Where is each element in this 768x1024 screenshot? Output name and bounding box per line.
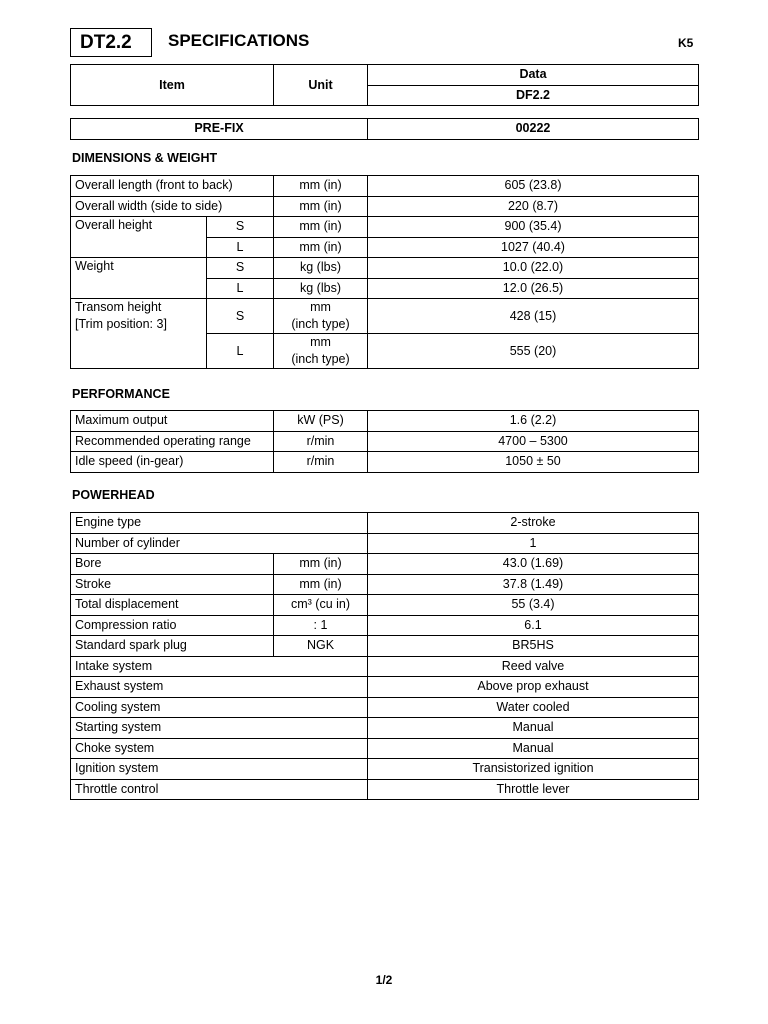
row-variant: S	[207, 217, 274, 238]
table-row	[71, 677, 699, 698]
item-column-header: Item	[71, 65, 274, 106]
row-label: Overall length (front to back)	[71, 176, 274, 197]
column-header-table	[70, 64, 699, 106]
table-row	[71, 258, 699, 279]
row-label: Choke system	[71, 738, 368, 759]
row-label: Recommended operating range	[71, 431, 274, 452]
table-row	[71, 636, 699, 657]
row-value: 1027 (40.4)	[368, 237, 699, 258]
prefix-label: PRE-FIX	[71, 119, 368, 140]
page-number: 1/2	[375, 973, 393, 987]
row-label: Intake system	[71, 656, 368, 677]
section-title-powerhead: POWERHEAD	[72, 488, 155, 502]
row-label: Idle speed (in-gear)	[71, 452, 274, 473]
row-value: 10.0 (22.0)	[368, 258, 699, 279]
row-value: 220 (8.7)	[368, 196, 699, 217]
row-unit: cm³ (cu in)	[274, 595, 368, 616]
row-label: Bore	[71, 554, 274, 575]
section-title-performance: PERFORMANCE	[72, 387, 170, 401]
table-row	[71, 738, 699, 759]
row-label: Total displacement	[71, 595, 274, 616]
row-unit: mm (in)	[274, 574, 368, 595]
row-label: Standard spark plug	[71, 636, 274, 657]
powerhead-table	[70, 512, 699, 800]
row-variant: L	[207, 278, 274, 299]
row-unit: kW (PS)	[274, 411, 368, 432]
table-row	[71, 452, 699, 473]
row-label: Engine type	[71, 513, 368, 534]
row-unit: r/min	[274, 431, 368, 452]
row-value: 1.6 (2.2)	[368, 411, 699, 432]
row-label: Overall height	[71, 217, 207, 258]
table-row	[71, 411, 699, 432]
row-value: 37.8 (1.49)	[368, 574, 699, 595]
data-column-header: Data	[368, 65, 699, 86]
row-value: 1	[368, 533, 699, 554]
row-value: 43.0 (1.69)	[368, 554, 699, 575]
row-value: 2-stroke	[368, 513, 699, 534]
row-unit: NGK	[274, 636, 368, 657]
row-unit: kg (lbs)	[274, 258, 368, 279]
row-unit-cell	[274, 299, 368, 334]
row-value: 12.0 (26.5)	[368, 278, 699, 299]
row-unit: : 1	[274, 615, 368, 636]
table-row	[71, 554, 699, 575]
dimensions-table	[70, 175, 699, 369]
table-row	[71, 533, 699, 554]
table-row	[71, 595, 699, 616]
table-row	[71, 718, 699, 739]
row-label: Number of cylinder	[71, 533, 368, 554]
row-label-note: [Trim position: 3]	[75, 317, 167, 331]
row-unit: mm	[310, 300, 331, 314]
transom-label-cell	[71, 299, 207, 369]
row-value: Manual	[368, 718, 699, 739]
row-value: 55 (3.4)	[368, 595, 699, 616]
row-value: 4700 – 5300	[368, 431, 699, 452]
row-label: Compression ratio	[71, 615, 274, 636]
row-value: Above prop exhaust	[368, 677, 699, 698]
row-label: Starting system	[71, 718, 368, 739]
row-value: Throttle lever	[368, 779, 699, 800]
row-value: 605 (23.8)	[368, 176, 699, 197]
table-row	[71, 299, 699, 334]
table-row	[71, 759, 699, 780]
table-row	[71, 431, 699, 452]
table-row	[71, 196, 699, 217]
row-unit: mm (in)	[274, 217, 368, 238]
row-label: Exhaust system	[71, 677, 368, 698]
model-column-header: DF2.2	[368, 85, 699, 106]
row-variant: L	[207, 334, 274, 369]
row-unit-note: (inch type)	[291, 317, 350, 331]
row-value: 428 (15)	[368, 299, 699, 334]
table-row	[71, 176, 699, 197]
page-code: K5	[678, 36, 694, 50]
table-row	[71, 513, 699, 534]
row-variant: S	[207, 299, 274, 334]
performance-table	[70, 410, 699, 473]
row-value: 900 (35.4)	[368, 217, 699, 238]
row-label: Throttle control	[71, 779, 368, 800]
row-unit: mm (in)	[274, 237, 368, 258]
row-unit: mm (in)	[274, 196, 368, 217]
row-value: BR5HS	[368, 636, 699, 657]
row-unit-note: (inch type)	[291, 352, 350, 366]
table-row	[71, 656, 699, 677]
row-label: Stroke	[71, 574, 274, 595]
row-value: 1050 ± 50	[368, 452, 699, 473]
unit-column-header: Unit	[274, 65, 368, 106]
prefix-value: 00222	[368, 119, 699, 140]
table-row	[71, 217, 699, 238]
row-unit: kg (lbs)	[274, 278, 368, 299]
row-unit: mm (in)	[274, 554, 368, 575]
row-value: 6.1	[368, 615, 699, 636]
row-unit: mm	[310, 335, 331, 349]
row-unit: mm (in)	[274, 176, 368, 197]
row-label: Weight	[71, 258, 207, 299]
table-row	[71, 574, 699, 595]
table-row	[71, 779, 699, 800]
table-row	[71, 615, 699, 636]
row-variant: S	[207, 258, 274, 279]
model-code-box: DT2.2	[70, 28, 152, 57]
row-label: Cooling system	[71, 697, 368, 718]
row-value: Water cooled	[368, 697, 699, 718]
page-title: SPECIFICATIONS	[168, 31, 310, 50]
row-value: Transistorized ignition	[368, 759, 699, 780]
row-variant: L	[207, 237, 274, 258]
row-value: 555 (20)	[368, 334, 699, 369]
row-label: Transom height	[75, 300, 162, 314]
row-label: Maximum output	[71, 411, 274, 432]
row-value: Reed valve	[368, 656, 699, 677]
table-row	[71, 697, 699, 718]
prefix-table	[70, 118, 699, 140]
row-label: Overall width (side to side)	[71, 196, 274, 217]
row-value: Manual	[368, 738, 699, 759]
section-title-dimensions: DIMENSIONS & WEIGHT	[72, 151, 218, 165]
row-unit: r/min	[274, 452, 368, 473]
row-unit-cell	[274, 334, 368, 369]
row-label: Ignition system	[71, 759, 368, 780]
